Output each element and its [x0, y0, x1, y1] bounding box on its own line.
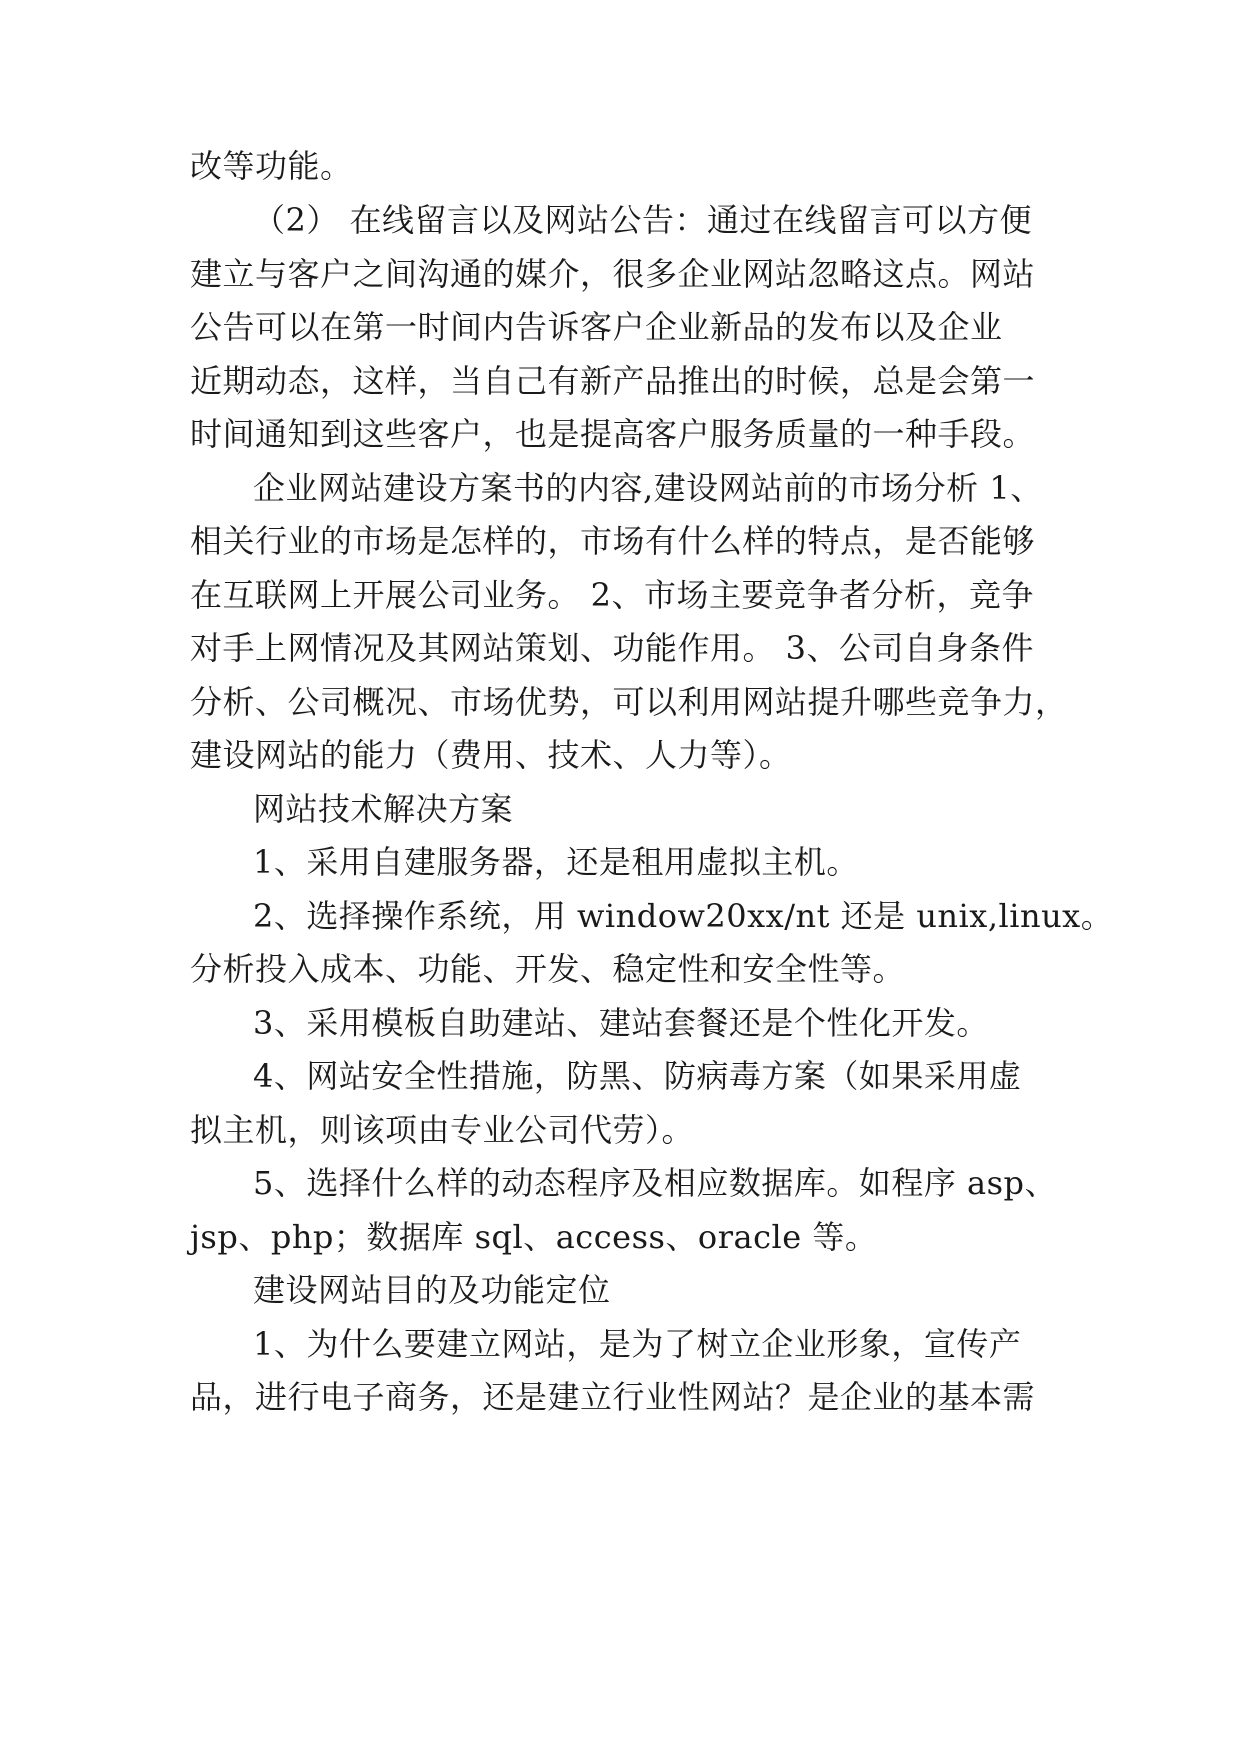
text-line: 建设网站的能力（费用、技术、人力等）。: [190, 736, 792, 774]
text-line: 3、采用模板自助建站、建站套餐还是个性化开发。: [253, 1004, 989, 1042]
section-heading: 建设网站目的及功能定位: [253, 1271, 611, 1309]
text-line: 企业网站建设方案书的内容,建设网站前的市场分析 1、: [253, 469, 1043, 507]
text-line: 拟主机，则该项由专业公司代劳）。: [190, 1111, 695, 1149]
text-line: 4、网站安全性措施，防黑、防病毒方案（如果采用虚: [253, 1057, 1022, 1095]
text-line: 改等功能。: [190, 147, 353, 185]
text-line: 公告可以在第一时间内告诉客户企业新品的发布以及企业: [190, 308, 1003, 346]
text-line: jsp、php；数据库 sql、access、oracle 等。: [190, 1218, 878, 1256]
text-line: 1、为什么要建立网站，是为了树立企业形象，宣传产: [253, 1325, 1022, 1363]
text-line: 分析投入成本、功能、开发、稳定性和安全性等。: [190, 950, 906, 988]
section-heading: 网站技术解决方案: [253, 790, 514, 828]
text-line: 相关行业的市场是怎样的，市场有什么样的特点，是否能够: [190, 522, 1036, 560]
text-line: 在互联网上开展公司业务。 2、市场主要竞争者分析，竞争: [190, 576, 1035, 614]
text-line: 分析、公司概况、市场优势，可以利用网站提升哪些竞争力，: [190, 683, 1068, 721]
text-line: 时间通知到这些客户，也是提高客户服务质量的一种手段。: [190, 415, 1036, 453]
text-line: （2） 在线留言以及网站公告：通过在线留言可以方便: [253, 201, 1033, 239]
text-line: 2、选择操作系统，用 window20xx/nt 还是 unix,linux。: [253, 897, 1114, 935]
text-line: 品，进行电子商务，还是建立行业性网站？是企业的基本需: [190, 1378, 1036, 1416]
text-line: 对手上网情况及其网站策划、功能作用。 3、公司自身条件: [190, 629, 1035, 667]
text-line: 建立与客户之间沟通的媒介，很多企业网站忽略这点。网站: [190, 255, 1036, 293]
text-line: 1、采用自建服务器，还是租用虚拟主机。: [253, 843, 859, 881]
text-line: 近期动态，这样，当自己有新产品推出的时候，总是会第一: [190, 362, 1036, 400]
text-line: 5、选择什么样的动态程序及相应数据库。如程序 asp、: [253, 1164, 1058, 1202]
